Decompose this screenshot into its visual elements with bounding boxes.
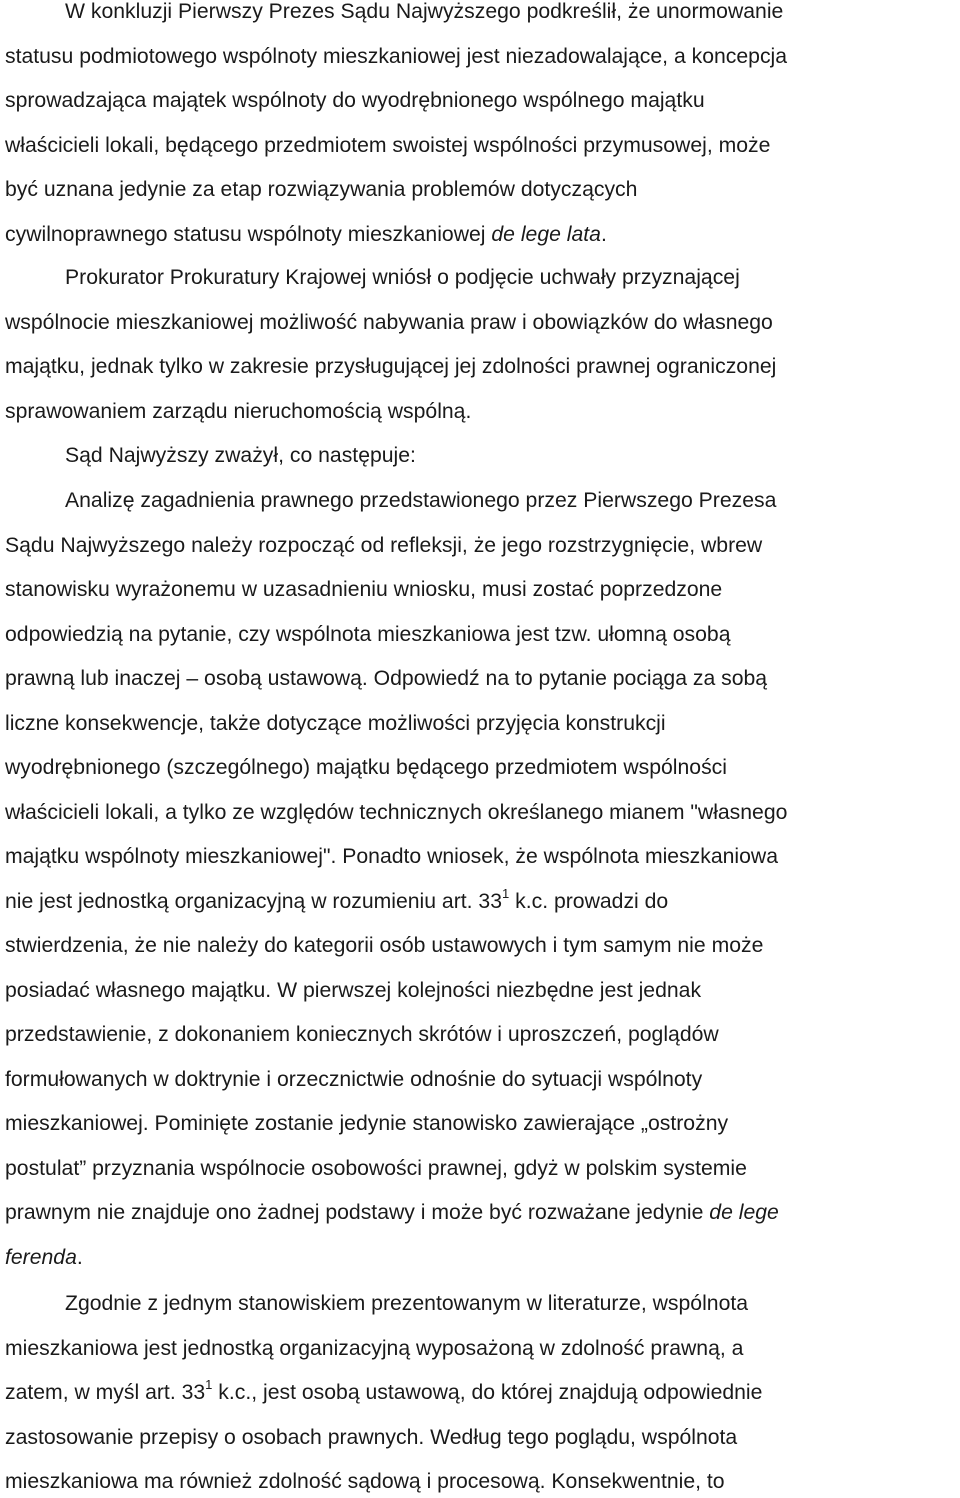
paragraph-court-heading	[5, 434, 957, 479]
text-span: nie jest jednostką organizacyjną w rozumieniu art. 33	[5, 889, 502, 913]
text-span: zatem, w myśl art. 33	[5, 1381, 206, 1404]
text-line	[5, 213, 957, 258]
paragraph-analysis	[5, 479, 957, 1280]
text-line: prawną lub inaczej – osobą ustawową. Odpowiedź na to pytanie pociąga za sobą	[5, 667, 768, 690]
text-line: majątku wspólnoty mieszkaniowej". Ponadto wniosek, że wspólnota mieszkaniowa	[5, 845, 779, 868]
text-span: prawnym nie znajduje ono żadnej podstawy i może być rozważane jedynie	[5, 1201, 710, 1224]
paragraph-prosecutor	[5, 256, 957, 434]
text-line: mieszkaniowa jest jednostką organizacyjną wyposażoną w zdolność prawną, a	[5, 1336, 744, 1360]
superscript: 1	[502, 885, 510, 901]
text-span: k.c. prowadzi do	[509, 889, 669, 913]
text-line: statusu podmiotowego wspólnoty mieszkaniowej jest niezadowalające, a koncepcja	[5, 44, 788, 68]
text-line: Sądu Najwyższego należy rozpocząć od refleksji, że jego rozstrzygnięcie, wbrew	[5, 533, 763, 557]
text-line: sprawowaniem zarządu nieruchomością wspólną.	[5, 399, 472, 423]
text-line: Sąd Najwyższy zważył, co następuje:	[65, 444, 416, 467]
text-line: stwierdzenia, że nie należy do kategorii osób ustawowych i tym samym nie może	[5, 934, 764, 957]
text-line: właścicieli lokali, a tylko ze względów technicznych określanego mianem "własnego	[5, 800, 788, 824]
text-line: postulat” przyznania wspólnocie osobowości prawnej, gdyż w polskim systemie	[5, 1156, 747, 1180]
text-line	[5, 880, 957, 925]
italic-term: de lege lata	[491, 222, 601, 246]
text-line	[5, 1371, 957, 1416]
text-line: zastosowanie przepisy o osobach prawnych. Według tego poglądu, wspólnota	[5, 1425, 738, 1449]
text-line: majątku, jednak tylko w zakresie przysługującej jej zdolności prawnej ograniczonej	[5, 355, 777, 378]
text-span: k.c., jest osobą ustawową, do której znajdują odpowiednie	[212, 1381, 763, 1404]
text-line: liczne konsekwencje, także dotyczące możliwości przyjęcia konstrukcji	[5, 711, 666, 735]
text-line	[5, 1191, 957, 1236]
paragraph-conclusion	[5, 0, 957, 257]
text-span: .	[76, 1245, 83, 1269]
text-line: W konkluzji Pierwszy Prezes Sądu Najwyższego podkreślił, że unormowanie	[65, 0, 784, 23]
superscript: 1	[205, 1377, 213, 1392]
text-line: wspólnocie mieszkaniowej możliwość nabywania praw i obowiązków do własnego	[5, 310, 773, 334]
text-span: .	[600, 222, 607, 246]
text-line: być uznana jedynie za etap rozwiązywania problemów dotyczących	[5, 178, 638, 201]
text-line: przedstawienie, z dokonaniem koniecznych skrótów i uproszczeń, poglądów	[5, 1023, 719, 1046]
text-span: cywilnoprawnego statusu wspólnoty mieszkaniowej	[5, 222, 492, 246]
text-line: formułowanych w doktrynie i orzecznictwie odnośnie do sytuacji wspólnoty	[5, 1067, 703, 1091]
text-line: Zgodnie z jednym stanowiskiem prezentowanym w literaturze, wspólnota	[65, 1292, 749, 1315]
text-line: mieszkaniowa ma również zdolność sądową i procesową. Konsekwentnie, to	[5, 1470, 725, 1493]
text-line: właścicieli lokali, będącego przedmiotem swoistej wspólności przymusowej, może	[5, 133, 771, 157]
italic-term: de lege	[709, 1201, 779, 1224]
text-line: stanowisku wyrażonemu w uzasadnieniu wniosku, musi zostać poprzedzone	[5, 578, 723, 601]
text-line: Prokurator Prokuratury Krajowej wniósł o podjęcie uchwały przyznającej	[65, 266, 740, 289]
text-line: sprowadzająca majątek wspólnoty do wyodrębnionego wspólnego majątku	[5, 89, 705, 112]
text-line: Analizę zagadnienia prawnego przedstawionego przez Pierwszego Prezesa	[65, 489, 777, 512]
text-line: posiadać własnego majątku. W pierwszej kolejności niezbędne jest jednak	[5, 978, 702, 1002]
italic-term: ferenda	[5, 1245, 77, 1269]
paragraph-literature-view	[5, 1282, 957, 1498]
text-line: odpowiedzią na pytanie, czy wspólnota mieszkaniowa jest tzw. ułomną osobą	[5, 622, 731, 646]
text-line: wyodrębnionego (szczególnego) majątku będącego przedmiotem wspólności	[5, 756, 727, 779]
text-line	[5, 1236, 957, 1281]
text-line: mieszkaniowej. Pominięte zostanie jedynie stanowisko zawierające „ostrożny	[5, 1112, 729, 1135]
